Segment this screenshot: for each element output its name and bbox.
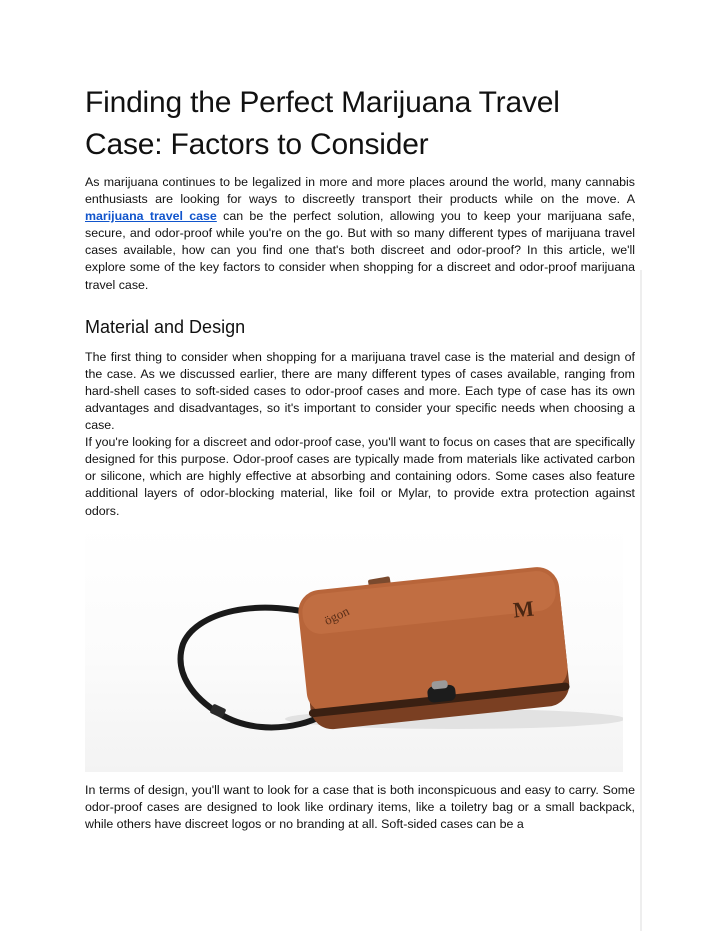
page-title: Finding the Perfect Marijuana Travel Case: Factors to Consider [85, 86, 560, 161]
case-logo: ögon [321, 602, 352, 628]
material-paragraph: The first thing to consider when shopping for a marijuana travel case is the material and design of the case. As we discussed earlier, there are many different types of cases available, ranging from hard-shell cases to soft-sided cases to odor-proof cases and more. Each type of case has its own advantages and disadvantages, so it's important to consider your specific needs when choosing a case. [85, 349, 635, 433]
case-monogram: M [511, 595, 536, 623]
section-title: Material and Design [85, 316, 246, 337]
travel-case-illustration [85, 524, 623, 772]
marijuana-travel-case-link[interactable]: marijuana travel case [85, 209, 217, 224]
odor-proof-paragraph: If you're looking for a discreet and odor-proof case, you'll want to focus on cases that are specifically designed for this purpose. Odor-proof cases are typically made from materials like activated carbon or silicone, which are highly effective at absorbing and containing odors. Some cases also feature additional layers of odor-blocking material, like foil or Mylar, to provide extra protection against odors. [85, 435, 635, 518]
page-edge [640, 270, 642, 931]
design-paragraph: In terms of design, you'll want to look for a case that is both inconspicuous and easy to carry. Some odor-proof cases are designed to look like ordinary items, like a toiletry bag or a small backpack, while others have discreet logos or no branding at all. Soft-sided cases can be a [85, 782, 635, 831]
travel-case-photo [85, 524, 623, 772]
intro-text-end: can be the perfect solution, allowing you to keep your marijuana safe, secure, and odor-proof while you're on the go. But with so many different types of marijuana travel cases available, how can you find one that's both discreet and odor-proof? In this article, we'll explore some of the key factors to consider when shopping for a discreet and odor-proof marijuana travel case. [85, 209, 635, 292]
intro-paragraph [85, 174, 635, 294]
intro-text-start: As marijuana continues to be legalized in more and more places around the world, many cannabis enthusiasts are looking for ways to discreetly transport their products while on the move. A [85, 175, 635, 207]
article [85, 82, 635, 833]
